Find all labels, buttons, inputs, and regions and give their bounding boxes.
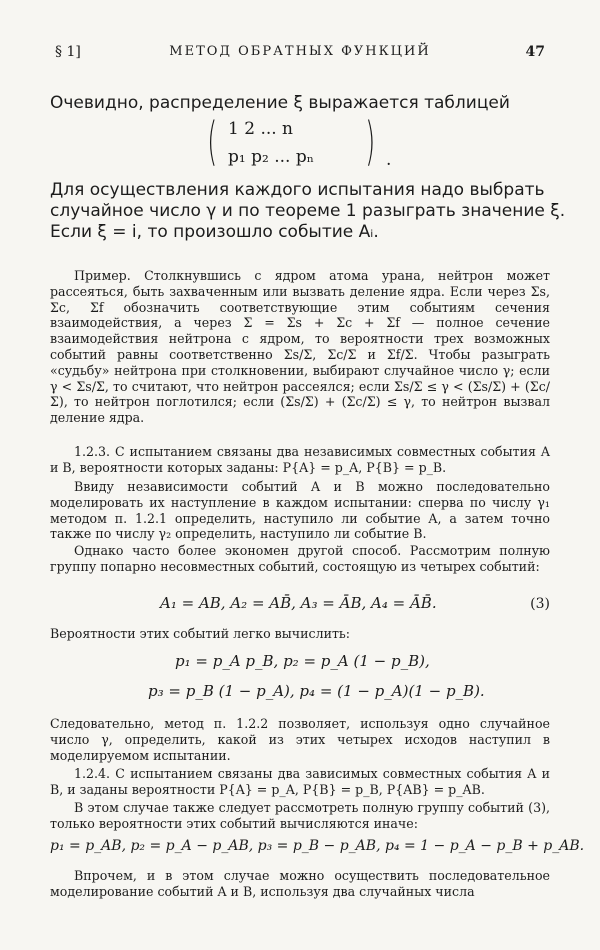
section-1-2-4-paragraph: В этом случае также следует рассмотреть полную группу событий (3), только вероятности этих событий вычисляются иначе:	[50, 800, 550, 831]
section-mark: § 1]	[55, 44, 81, 60]
section-1-2-3-paragraph: Вероятности этих событий легко вычислить:	[50, 626, 351, 641]
matrix-period: .	[386, 150, 392, 170]
section-1-2-3-statement: 1.2.3. С испытанием связаны два независимых совместных события A и B, вероятности которых заданы: P{A} = p_A, P{B} = p_B.	[50, 444, 550, 475]
left-paren: (	[207, 112, 218, 172]
matrix-row-probabilities: p₁ p₂ ... pₙ	[228, 147, 315, 167]
section-1-2-4-paragraph: Впрочем, и в этом случае можно осуществить последовательное моделирование событий A и B, используя два случайных числа	[50, 868, 550, 899]
equation-3: A₁ = AB, A₂ = AB̄, A₃ = ĀB, A₄ = ĀB̄.	[160, 594, 437, 612]
distribution-table	[207, 112, 392, 176]
probability-formula: p₁ = p_A p_B, p₂ = p_A (1 − p_B),	[175, 652, 430, 670]
section-1-2-3-paragraph: Ввиду независимости событий A и B можно последовательно моделировать их наступление в каждом испытании: сперва по числу γ₁ методом п. 1.2.1 определить, наступило ли событие A, а затем точно также по числу γ₂ определить, наступило ли событие B.	[50, 479, 550, 542]
equation-number: (3)	[530, 596, 550, 612]
section-1-2-3-paragraph: Следовательно, метод п. 1.2.2 позволяет, используя одно случайное число γ, определить, какой из этих четырех исходов наступил в моделируемом испытании.	[50, 716, 550, 763]
section-1-2-4-statement: 1.2.4. С испытанием связаны два зависимых совместных события A и B, и заданы вероятности P{A} = p_A, P{B} = p_B, P{AB} = p_AB.	[50, 766, 550, 797]
running-header	[55, 44, 545, 66]
example-paragraph: Пример. Столкнувшись с ядром атома урана, нейтрон может рассеяться, быть захваченным или вызвать деление ядра. Если через Σs, Σc, Σf обозначить соответствующие этим событиям сечения взаимодействия, а через Σ = Σs + Σc + Σf — полное сечение взаимодействия нейтрона с ядром, то вероятности трех возможных событий равны соответственно Σs/Σ, Σc/Σ и Σf/Σ. Чтобы разыграть «судьбу» нейтрона при столкновении, выбирают случайное число γ; если γ < Σs/Σ, то считают, что нейтрон рассеялся; если Σs/Σ ≤ γ < (Σs/Σ) + (Σc/Σ), то нейтрон поглотился; если (Σs/Σ) + (Σc/Σ) ≤ γ, то нейтрон вызвал деление ядра.	[50, 268, 550, 426]
running-title: МЕТОД ОБРАТНЫХ ФУНКЦИЙ	[169, 44, 431, 59]
page-number: 47	[525, 44, 545, 60]
right-paren: )	[365, 112, 376, 172]
intro-paragraph: Для осуществления каждого испытания надо выбрать случайное число γ и по теореме 1 разыграть значение ξ. Если ξ = i, то произошло событие Aᵢ.	[50, 180, 566, 242]
matrix-row-values: 1 2 ... n	[228, 119, 294, 139]
dependent-probability-formula: p₁ = p_AB, p₂ = p_A − p_AB, p₃ = p_B − p_AB, p₄ = 1 − p_A − p_B + p_AB.	[50, 838, 585, 854]
intro-line: Очевидно, распределение ξ выражается таблицей	[50, 93, 510, 113]
probability-formula: p₃ = p_B (1 − p_A), p₄ = (1 − p_A)(1 − p_B).	[148, 682, 485, 700]
section-1-2-3-paragraph: Однако часто более экономен другой способ. Рассмотрим полную группу попарно несовместных событий, состоящую из четырех событий:	[50, 543, 550, 574]
